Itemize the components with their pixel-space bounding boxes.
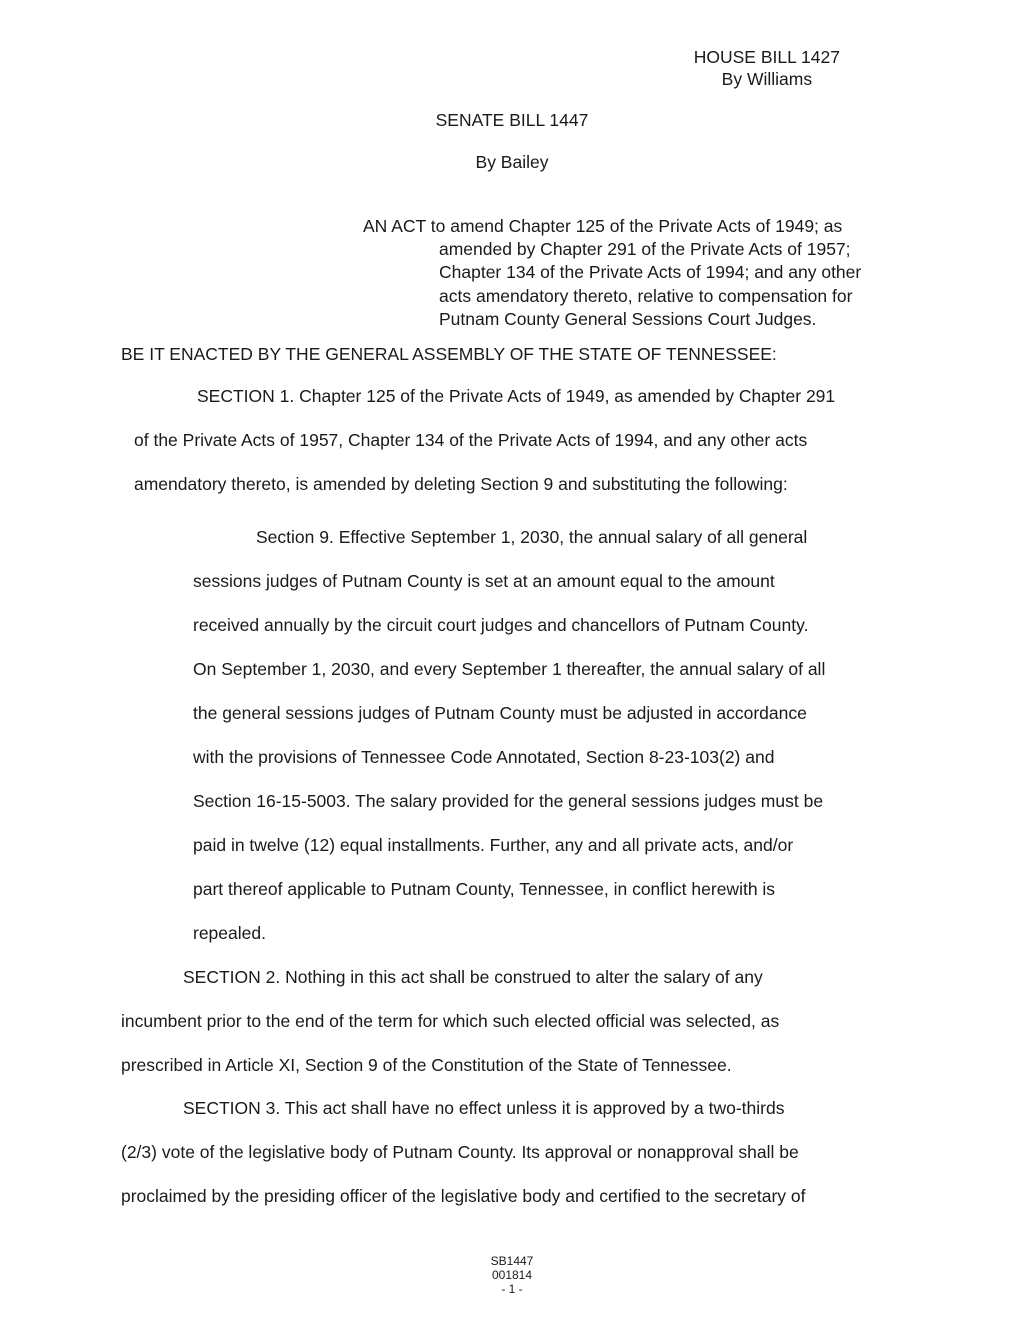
section-9-line: received annually by the circuit court judges and chancellors of Putnam County. (193, 615, 809, 635)
house-bill-number: HOUSE BILL 1427 (693, 47, 840, 67)
section-9-line: On September 1, 2030, and every September 1 thereafter, the annual salary of all (193, 659, 826, 679)
footer-doc-number: 001814 (491, 1268, 533, 1282)
senate-bill-number: SENATE BILL 1447 (435, 110, 589, 130)
senate-bill-sponsor: By Bailey (475, 152, 549, 172)
caption-line: Chapter 134 of the Private Acts of 1994; and any other (439, 262, 862, 283)
section-1-line: of the Private Acts of 1957, Chapter 134 of the Private Acts of 1994, and any other acts (134, 430, 808, 450)
footer-page-number: - 1 - (501, 1282, 523, 1296)
section-1-line: amendatory thereto, is amended by deleting Section 9 and substituting the following: (134, 474, 788, 494)
section-2-line: SECTION 2. Nothing in this act shall be construed to alter the salary of any (183, 967, 763, 987)
page-footer (0, 1254, 1024, 1296)
section-9-line: Section 9. Effective September 1, 2030, the annual salary of all general (256, 527, 808, 547)
section-9-line: the general sessions judges of Putnam County must be adjusted in accordance (193, 703, 807, 723)
section-9-line: part thereof applicable to Putnam County, Tennessee, in conflict herewith is (193, 879, 776, 899)
section-3-line: (2/3) vote of the legislative body of Putnam County. Its approval or nonapproval shall be (121, 1142, 799, 1162)
section-3-line: SECTION 3. This act shall have no effect unless it is approved by a two-thirds (183, 1098, 785, 1118)
caption-line: amended by Chapter 291 of the Private Acts of 1957; (439, 239, 851, 260)
enacting-clause: BE IT ENACTED BY THE GENERAL ASSEMBLY OF THE STATE OF TENNESSEE: (121, 344, 777, 364)
caption-line: Putnam County General Sessions Court Judges. (439, 308, 817, 329)
section-9-line: paid in twelve (12) equal installments. Further, any and all private acts, and/or (193, 835, 794, 855)
house-bill-sponsor: By Williams (721, 69, 813, 89)
section-9-line: with the provisions of Tennessee Code Annotated, Section 8-23-103(2) and (193, 747, 775, 767)
house-bill-header (694, 46, 840, 90)
section-9-line: sessions judges of Putnam County is set at an amount equal to the amount (193, 571, 775, 591)
caption-line: AN ACT to amend Chapter 125 of the Private Acts of 1949; as (363, 216, 843, 236)
footer-bill-code: SB1447 (490, 1254, 534, 1268)
caption-line: acts amendatory thereto, relative to compensation for (439, 285, 853, 306)
section-1-line: SECTION 1. Chapter 125 of the Private Acts of 1949, as amended by Chapter 291 (197, 386, 836, 406)
section-9-line: Section 16-15-5003. The salary provided for the general sessions judges must be (193, 791, 824, 811)
bill-caption (363, 215, 861, 331)
section-9-line: repealed. (193, 923, 266, 943)
section-2-line: prescribed in Article XI, Section 9 of the Constitution of the State of Tennessee. (121, 1055, 732, 1075)
section-2-line: incumbent prior to the end of the term for which such elected official was selected, as (121, 1011, 780, 1031)
section-3-line: proclaimed by the presiding officer of the legislative body and certified to the secretary of (121, 1186, 806, 1206)
